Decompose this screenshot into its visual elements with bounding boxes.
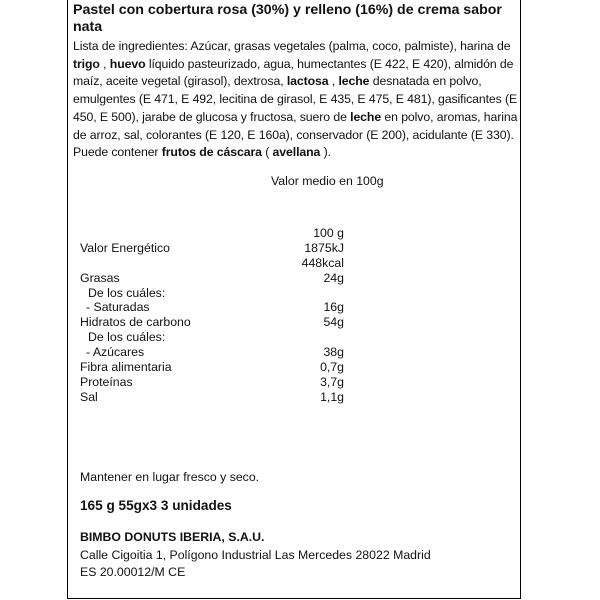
- ingredient-text: desnatada en polvo, emulgentes (E 471, E 492, lecitina de girasol, E 435, E 475, E 481), gasificantes (E 450, E 500), jarabe de glucosa y fructosa, suero de: [73, 74, 518, 124]
- nutrient-label: Grasas: [80, 270, 120, 285]
- ingredient-text: ,: [99, 56, 110, 71]
- ingredient-text: en polvo, aromas, harina de arroz, sal, colorantes (E 120, E 160a), conservador (E 200), acidulante (E 330). Puede contener: [73, 109, 518, 160]
- net-quantity: 165 g 55gx3 3 unidades: [80, 498, 232, 513]
- nutrient-label: - Saturadas: [86, 300, 150, 315]
- nutrient-value: 38g: [323, 345, 344, 360]
- allergen: leche: [338, 74, 370, 89]
- allergen: leche: [350, 109, 382, 124]
- allergen: frutos de cáscara: [161, 145, 262, 160]
- nutrient-label: De los cuáles:: [88, 330, 166, 345]
- nutrition-row: [80, 241, 400, 256]
- nutrition-row: [80, 226, 400, 241]
- storage-instructions: Mantener en lugar fresco y seco.: [80, 470, 260, 484]
- ingredient-text: (: [261, 145, 273, 160]
- nutrient-value: 448kcal: [301, 255, 344, 270]
- nutrition-row: [80, 315, 400, 330]
- nutrient-label: Proteínas: [80, 374, 133, 389]
- nutrition-row: [80, 271, 400, 286]
- nutrition-row: [80, 345, 400, 360]
- nutrition-table: [80, 226, 400, 405]
- registry-number: ES 20.00012/M CE: [80, 565, 186, 579]
- nutrient-value: 1,1g: [320, 389, 344, 404]
- nutrient-label: - Azúcares: [86, 345, 145, 360]
- allergen: avellana: [272, 145, 321, 160]
- nutrition-row: [80, 286, 400, 301]
- ingredient-text: líquido pasteurizado, agua, humectantes (E 422, E 420), almidón de maíz, aceite vegetal (girasol), dextrosa,: [73, 56, 514, 89]
- ingredient-text: Lista de ingredientes: Azúcar, grasas vegetales (palma, coco, palmiste), harina de: [73, 39, 511, 53]
- product-title: Pastel con cobertura rosa (30%) y relleno (16%) de crema sabor nata: [73, 2, 502, 35]
- nutrition-row: [80, 375, 400, 390]
- nutrient-label: Fibra alimentaria: [80, 360, 172, 375]
- allergen: huevo: [109, 56, 146, 71]
- ingredients-list: [73, 38, 518, 162]
- ingredient-text: ,: [328, 74, 339, 89]
- nutrient-label: Hidratos de carbono: [80, 315, 191, 330]
- nutrient-value: 54g: [323, 315, 344, 330]
- allergen: lactosa: [286, 74, 329, 89]
- nutrient-value: 16g: [323, 300, 344, 315]
- ingredient-text: ).: [320, 145, 331, 160]
- nutrient-value: 100 g: [313, 226, 344, 240]
- nutrition-row: [80, 360, 400, 375]
- company-name: BIMBO DONUTS IBERIA, S.A.U.: [80, 530, 265, 544]
- nutrient-value: 24g: [323, 270, 344, 285]
- nutrition-row: [80, 390, 400, 405]
- nutrient-label: Valor Energético: [80, 240, 170, 255]
- nutrition-row: [80, 330, 400, 345]
- nutrition-row: [80, 300, 400, 315]
- address-line: Calle Cigoitia 1, Polígono Industrial Las Mercedes 28022 Madrid: [80, 548, 431, 562]
- valor-medio-heading: Valor medio en 100g: [271, 174, 384, 188]
- nutrient-value: 1875kJ: [304, 240, 344, 255]
- allergen: trigo: [73, 56, 100, 71]
- nutrition-row: [80, 256, 400, 271]
- company-address: [80, 547, 431, 581]
- nutrient-label: De los cuáles:: [88, 285, 166, 300]
- nutrient-value: 3,7g: [320, 374, 344, 389]
- nutrient-label: Sal: [80, 389, 98, 404]
- nutrient-value: 0,7g: [320, 360, 344, 375]
